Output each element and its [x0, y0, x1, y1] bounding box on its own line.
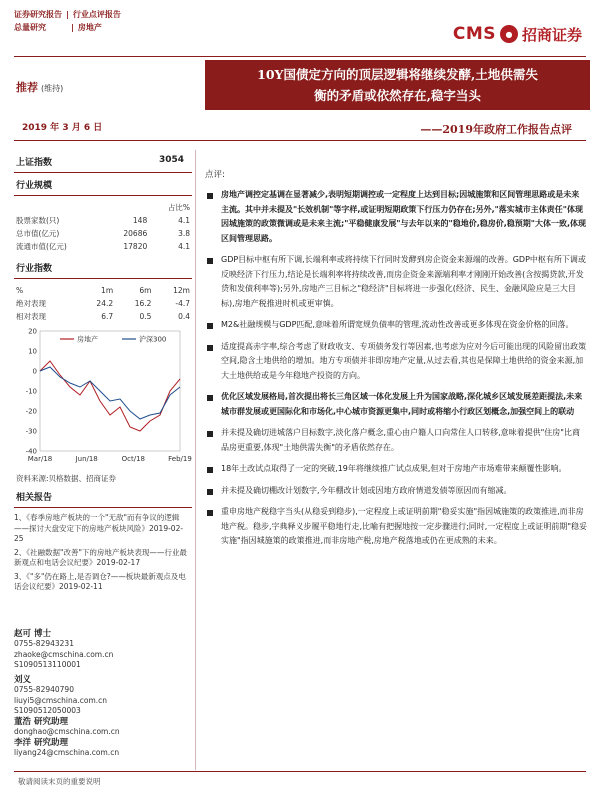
- index-chart-svg: [18, 323, 192, 471]
- x-tick-label: Mar/18: [27, 455, 53, 463]
- legend-label: 沪深300: [139, 335, 167, 344]
- scale-title: 行业规模: [16, 181, 53, 191]
- analyst-cert: S1090512050003: [14, 706, 81, 715]
- title-line-2: 衡的矛盾或依然存在,稳字当头: [314, 88, 481, 103]
- series-line-0: [40, 361, 180, 431]
- related-reports: [14, 513, 192, 593]
- scale-label: 股票家数(只): [16, 216, 60, 225]
- rating: [16, 79, 63, 95]
- perf-header: 1m: [101, 286, 114, 295]
- related-report-link[interactable]: 1、《春季房地产板块的一个"无敌"而有争议的逻辑——探讨大盘安定下的房地产板块风险》2019-02-25: [14, 513, 184, 543]
- table-row: [14, 297, 192, 310]
- analyst-email[interactable]: zhaoke@cmschina.com.cn: [14, 649, 114, 659]
- y-tick-label: -40: [25, 447, 37, 456]
- index-value: 3054: [158, 155, 184, 165]
- perf-header: %: [16, 286, 24, 295]
- scale-value: 148: [132, 216, 148, 225]
- analyst-phone: 0755-82940790: [14, 685, 74, 694]
- paragraph-text: 并未提及确切棚改计划数字,今年棚改计划或因地方政府情道发债等原因而有缩减。: [221, 485, 512, 495]
- tag-report-type: 证券研究报告: [14, 10, 62, 19]
- analyst-email[interactable]: liuyi5@cmschina.com.cn: [14, 695, 108, 705]
- paragraph-text: M2&社融规模与GDP匹配,意味着所谓宽规负债率的管理,流动性改善或更多体现在资金价格的回落。: [221, 320, 574, 329]
- paragraph-text: 房地产调控定基调在显著减少,表明短期调控或一定程度上达到目标;因城施策和区间管理思路或是未来主流。其中并未提及"长效机制"等字样,或证明短期政策下行压力仍存在;另外,"落实城市主体责任"体现因城施策的政策微调或是未来主流;"平稳健康发展"与去年以来的"稳地价,稳房价,稳预期"大体一致,体现区间管理思路。: [221, 190, 586, 243]
- series-line-1: [40, 367, 180, 419]
- report-title: [205, 60, 590, 110]
- x-tick-label: Oct/18: [121, 455, 146, 463]
- bullet-icon: [207, 258, 213, 264]
- perf-value: 24.2: [96, 299, 114, 308]
- analyst-phone: 0755-82943231: [14, 639, 74, 648]
- chart-source: 资料来源:贝格数据、招商证券: [16, 474, 117, 483]
- paragraph-text: 18年土改试点取得了一定的突破,19年将继续推广试点成果,但对于房地产市场难带来颠覆性影响。: [221, 464, 567, 473]
- analyst-name: 李洋 研究助理: [14, 737, 68, 748]
- scale-pct: 3.8: [178, 229, 190, 238]
- paragraph: [205, 340, 587, 384]
- index-row: [14, 155, 192, 168]
- scale-value: 20686: [123, 229, 148, 238]
- table-row: [14, 227, 192, 240]
- main-content: [205, 168, 587, 556]
- review-lead: 点评:: [205, 170, 225, 180]
- table-row: [14, 214, 192, 227]
- scale-pct: 4.1: [178, 242, 190, 251]
- analyst-name: 刘义: [14, 674, 32, 685]
- paragraph: [205, 426, 587, 455]
- report-tags: 证券研究报告 | 行业点评报告 总量研究 | 房地产: [14, 10, 121, 32]
- bullet-icon: [207, 345, 213, 351]
- logo-badge-icon: ●: [500, 25, 518, 43]
- related-report-link[interactable]: 2、《社融数据"改善"下的房地产板块表现——行业最新观点和电话会议纪要》2019-02-17: [14, 547, 187, 567]
- perf-label: 相对表现: [16, 312, 46, 321]
- paragraph: [205, 188, 587, 246]
- report-date: 2019 年 3 月 6 日: [22, 123, 103, 133]
- y-tick-label: 0: [32, 367, 37, 376]
- x-tick-label: Jun/18: [75, 455, 98, 463]
- bullet-icon: [207, 510, 213, 516]
- perf-value: 0.4: [178, 312, 190, 321]
- title-line-1: 10Y国债定方向的顶层逻辑将继续发酵,土地供需失: [257, 67, 538, 82]
- table-row: [14, 201, 192, 214]
- analyst-cert: S1090513110001: [14, 660, 81, 669]
- logo-latin: CMS: [452, 24, 496, 44]
- y-tick-label: -30: [25, 427, 37, 436]
- paragraph: [205, 505, 587, 549]
- table-row: [14, 240, 192, 253]
- paragraph-text: 优化区域发展格局,首次提出将长三角区域一体化发展上升为国家战略,深化城乡区域发展差距提法,未来城市群发展或更国际化和市场化,中心城市资源更集中,同时或将缩小行政区划概念,加强空间上的联动: [221, 392, 583, 416]
- analyst-name: 董浩 研究助理: [14, 716, 68, 727]
- paragraph: [205, 318, 587, 333]
- bullet-icon: [207, 467, 213, 473]
- analyst-email[interactable]: donghao@cmschina.com.cn: [14, 727, 120, 736]
- related-title: 相关报告: [16, 493, 53, 503]
- header-divider: [14, 56, 586, 57]
- perf-value: 16.2: [134, 299, 152, 308]
- perf-header: 12m: [173, 286, 190, 295]
- cms-logo: [453, 24, 582, 44]
- scale-label: 流通市值(亿元): [16, 242, 67, 251]
- sidebar-divider: [14, 172, 192, 173]
- y-tick-label: -10: [25, 387, 37, 396]
- bullet-icon: [207, 193, 213, 199]
- analyst-list: [14, 629, 192, 759]
- paragraph: [205, 390, 587, 419]
- y-tick-label: -20: [25, 407, 37, 416]
- sidebar-divider: [14, 195, 192, 196]
- column-divider: [195, 150, 196, 770]
- scale-value: 17820: [123, 242, 148, 251]
- index-label: 上证指数: [16, 158, 53, 168]
- bullet-icon: [207, 431, 213, 437]
- footer-divider: [14, 771, 586, 772]
- rating-sub: (维持): [41, 84, 64, 93]
- perf-label: 绝对表现: [16, 299, 46, 308]
- tag-review-type: 行业点评报告: [72, 10, 121, 19]
- perf-header: 6m: [139, 286, 152, 295]
- paragraph: [205, 484, 587, 499]
- perf-value: 6.7: [101, 312, 114, 321]
- y-tick-label: 10: [28, 347, 37, 356]
- perf-value: -4.7: [175, 299, 190, 308]
- table-row: [14, 284, 192, 297]
- analyst-name: 赵可 博士: [14, 628, 51, 639]
- paragraph: [205, 462, 587, 477]
- paragraph-text: 适度提高赤字率,综合考虑了财政收支、专项债务发行等因素,也考虑为应对今后可能出现的风险留出政策空间,隐含土地供给的增加。地方专项债并非即房地产定量,从过去看,其也是保障土地供给的资金来源,加大土地供给或是今年稳地产投资的方向。: [221, 341, 587, 380]
- title-divider: [14, 140, 586, 141]
- chart-frame: [40, 331, 180, 451]
- table-row: [14, 310, 192, 323]
- bullet-icon: [207, 489, 213, 495]
- related-report-link[interactable]: 3、《"多"仍在路上,是否调仓?——板块最新观点及电话会议纪要》2019-02-11: [14, 571, 186, 591]
- tag-research-type: 总量研究: [14, 23, 46, 32]
- logo-chinese: 招商证券: [521, 25, 582, 44]
- sidebar-divider: [14, 278, 192, 279]
- bullet-icon: [207, 395, 213, 401]
- y-tick-label: 20: [28, 327, 37, 336]
- paragraph-text: GDP目标中枢有所下调,长端利率或将持续下行同时发酵到房企资金来源端的改善。GDP中枢有所下调或反映经济下行压力,结论是长端利率将持续改善,而房企资金来源端利率才刚刚开始改善(含按揭贷款,开发贷和发债利率等);另外,房地产三目标之"稳经济"目标将进一步强化(经济、民生、金融风险应是三大目标),房地产税推进时机或更审慎。: [221, 255, 586, 308]
- index-chart: [18, 323, 192, 471]
- pct-header: 占比%: [167, 203, 190, 212]
- perf-table: [14, 284, 192, 323]
- sidebar-divider: [14, 507, 192, 508]
- rating-label: 推荐: [16, 81, 38, 94]
- x-tick-label: Feb/19: [168, 455, 192, 463]
- perf-title: 行业指数: [16, 264, 53, 274]
- scale-label: 总市值(亿元): [16, 229, 60, 238]
- analyst-email[interactable]: liyang24@cmschina.com.cn: [14, 748, 120, 757]
- tag-industry: 房地产: [77, 23, 102, 32]
- paragraph: [205, 253, 587, 311]
- bullet-icon: [207, 323, 213, 329]
- footer-note: 敬请阅读末页的重要说明: [18, 777, 101, 786]
- paragraph-text: 并未提及确切进城落户目标数字,淡化落户概念,重心由户籍人口向常住人口转移,意味着提供"住房"比商品房更重要,体现"土地供需失衡"的矛盾依然存在。: [221, 428, 580, 452]
- report-subtitle: ——2019年政府工作报告点评: [420, 123, 572, 136]
- sidebar: [14, 155, 192, 759]
- paragraph-text: 重申房地产税稳字当头(从稳妥到稳步),一定程度上或证明前期"稳妥实施"指因城施策的政策推进,而非房地产税。稳步,字典释义步履平稳地行走,比喻有把握地按一定步骤进行;同时,一定程度上或证明前期"稳妥实施"指因城施策的政策推进,而非房地产税,房地产税落地或仍在更成熟的未来。: [221, 507, 587, 545]
- perf-value: 0.5: [139, 312, 152, 321]
- legend-label: 房地产: [77, 335, 98, 344]
- scale-table: [14, 201, 192, 253]
- scale-pct: 4.1: [178, 216, 190, 225]
